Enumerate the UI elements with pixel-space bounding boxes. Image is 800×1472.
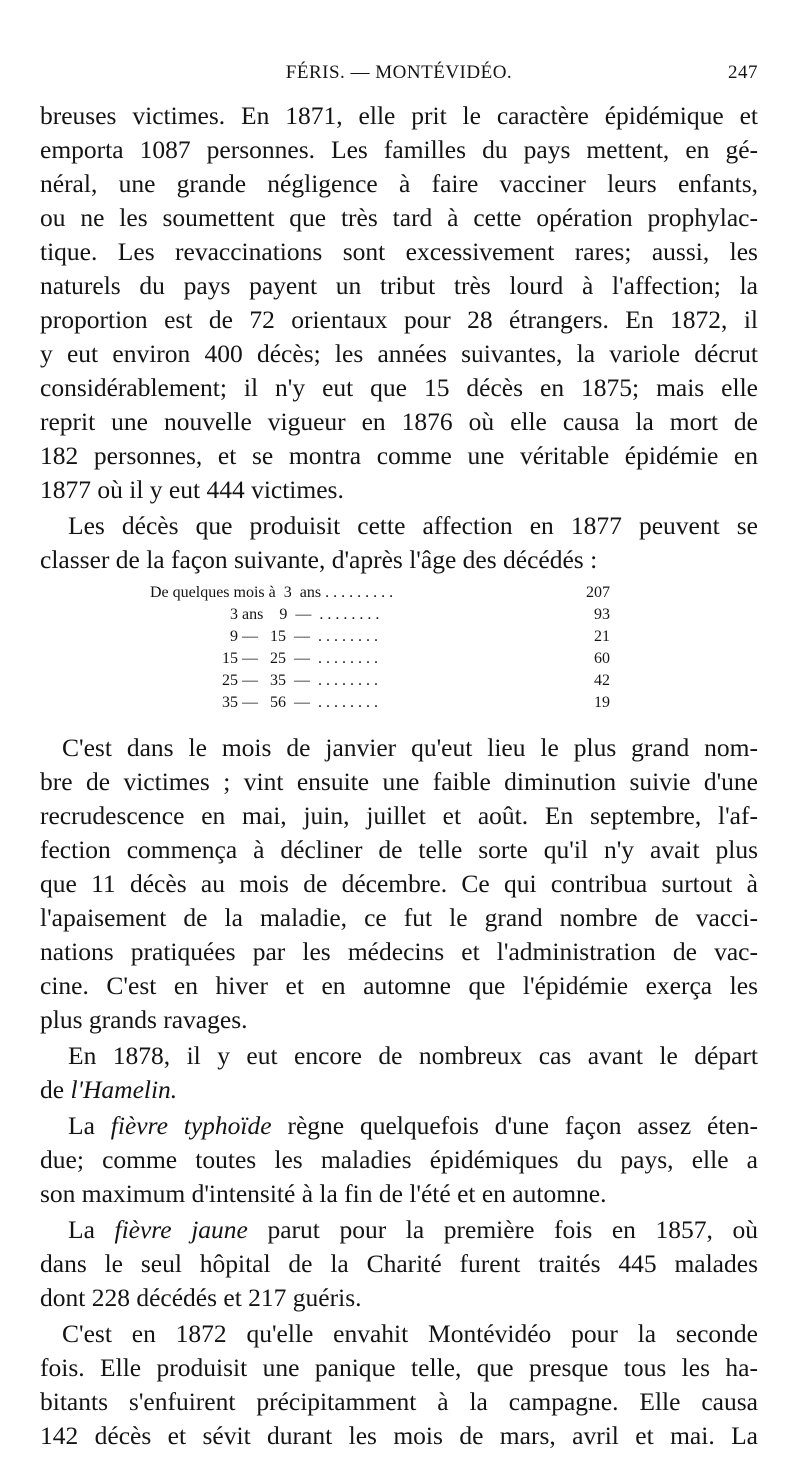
text-line bbox=[40, 1074, 758, 1106]
age-table-row bbox=[150, 584, 610, 606]
text-line: C'est dans le mois de janvier qu'eut lieu le plus grand nom- bbox=[62, 733, 758, 762]
age-range: De quelques mois à 3 ans . . . . . . . . . bbox=[150, 584, 394, 601]
text-line: dans le seul hôpital de la Charité furent traités 445 malades bbox=[40, 1249, 758, 1278]
text-line: son maximum d'intensité à la fin de l'été et en automne. bbox=[40, 1179, 607, 1208]
text-run: de bbox=[40, 1075, 71, 1104]
age-range: 3 ans 9 — . . . . . . . . bbox=[230, 606, 380, 623]
text-line: tique. Les revaccinations sont excessivement rares; aussi, les bbox=[40, 237, 758, 266]
disease-name: fièvre typhoïde bbox=[110, 1111, 272, 1140]
text-line: y eut environ 400 décès; les années suivantes, la variole décrut bbox=[40, 339, 758, 368]
age-table-row bbox=[150, 694, 610, 716]
text-line: C'est en 1872 qu'elle envahit Montévidéo pour la seconde bbox=[62, 1319, 758, 1348]
text-line: l'apaisement de la maladie, ce fut le grand nombre de vacci- bbox=[40, 903, 758, 932]
text-line: 182 personnes, et se montra comme une véritable épidémie en bbox=[40, 441, 758, 470]
text-run: parut pour la première fois en 1857, où bbox=[247, 1215, 758, 1244]
text-line bbox=[40, 1214, 758, 1246]
text-line: due; comme toutes les maladies épidémiques du pays, elle a bbox=[40, 1145, 758, 1174]
text-line: Les décès que produisit cette affection en 1877 peuvent se bbox=[68, 511, 758, 540]
death-count: 42 bbox=[594, 672, 610, 689]
text-run: règne quelquefois d'une façon assez éten- bbox=[271, 1111, 758, 1140]
page-number: 247 bbox=[728, 62, 758, 83]
text-run: La bbox=[68, 1111, 111, 1140]
age-table-row bbox=[150, 650, 610, 672]
age-range: 15 — 25 — . . . . . . . . bbox=[222, 650, 378, 667]
text-line: plus grands ravages. bbox=[40, 1005, 248, 1034]
text-line: recrudescence en mai, juin, juillet et août. En septembre, l'af- bbox=[40, 801, 758, 830]
text-line: ou ne les soumettent que très tard à cette opération prophylac- bbox=[40, 203, 758, 232]
death-count: 207 bbox=[586, 584, 610, 601]
death-count: 19 bbox=[594, 694, 610, 711]
text-line: En 1878, il y eut encore de nombreux cas avant le départ bbox=[68, 1041, 758, 1070]
text-line bbox=[40, 1110, 758, 1142]
age-table-row bbox=[150, 606, 610, 628]
running-header bbox=[40, 62, 758, 90]
text-line: proportion est de 72 orientaux pour 28 étrangers. En 1872, il bbox=[40, 305, 758, 334]
text-line: nations pratiquées par les médecins et l'administration de vac- bbox=[40, 937, 758, 966]
ship-name: l'Hamelin. bbox=[70, 1075, 178, 1104]
text-line: néral, une grande négligence à faire vacciner leurs enfants, bbox=[40, 169, 758, 198]
text-line: fection commença à décliner de telle sorte qu'il n'y avait plus bbox=[40, 835, 758, 864]
text-line: naturels du pays payent un tribut très lourd à l'affection; la bbox=[40, 271, 758, 300]
age-range: 35 — 56 — . . . . . . . . bbox=[222, 694, 378, 711]
text-line: fois. Elle produisit une panique telle, que presque tous les ha- bbox=[40, 1353, 758, 1382]
text-line: cine. C'est en hiver et en automne que l'épidémie exerça les bbox=[40, 971, 758, 1000]
text-line: 142 décès et sévit durant les mois de mars, avril et mai. La bbox=[40, 1421, 758, 1450]
text-line: bitants s'enfuirent précipitamment à la campagne. Elle causa bbox=[40, 1387, 758, 1416]
text-line: breuses victimes. En 1871, elle prit le caractère épidémique et bbox=[40, 101, 758, 130]
death-count: 60 bbox=[594, 650, 610, 667]
text-run: La bbox=[68, 1215, 115, 1244]
age-range: 25 — 35 — . . . . . . . . bbox=[222, 672, 378, 689]
text-line: bre de victimes ; vint ensuite une faible diminution suivie d'une bbox=[40, 767, 758, 796]
age-table-row bbox=[150, 628, 610, 650]
text-line: reprit une nouvelle vigueur en 1876 où elle causa la mort de bbox=[40, 407, 758, 436]
header-title: FÉRIS. — MONTÉVIDÉO. bbox=[285, 62, 513, 83]
text-line: emporta 1087 personnes. Les familles du pays mettent, en gé- bbox=[40, 135, 758, 164]
text-line: considérablement; il n'y eut que 15 décès en 1875; mais elle bbox=[40, 373, 758, 402]
text-line: classer de la façon suivante, d'après l'âge des décédés : bbox=[40, 545, 598, 574]
text-line: 1877 où il y eut 444 victimes. bbox=[40, 475, 344, 504]
text-line: dont 228 décédés et 217 guéris. bbox=[40, 1283, 362, 1312]
death-count: 93 bbox=[594, 606, 610, 623]
text-line: que 11 décès au mois de décembre. Ce qui contribua surtout à bbox=[40, 869, 758, 898]
death-count: 21 bbox=[594, 628, 610, 645]
age-table-row bbox=[150, 672, 610, 694]
disease-name: fièvre jaune bbox=[114, 1215, 248, 1244]
age-range: 9 — 15 — . . . . . . . . bbox=[230, 628, 378, 645]
